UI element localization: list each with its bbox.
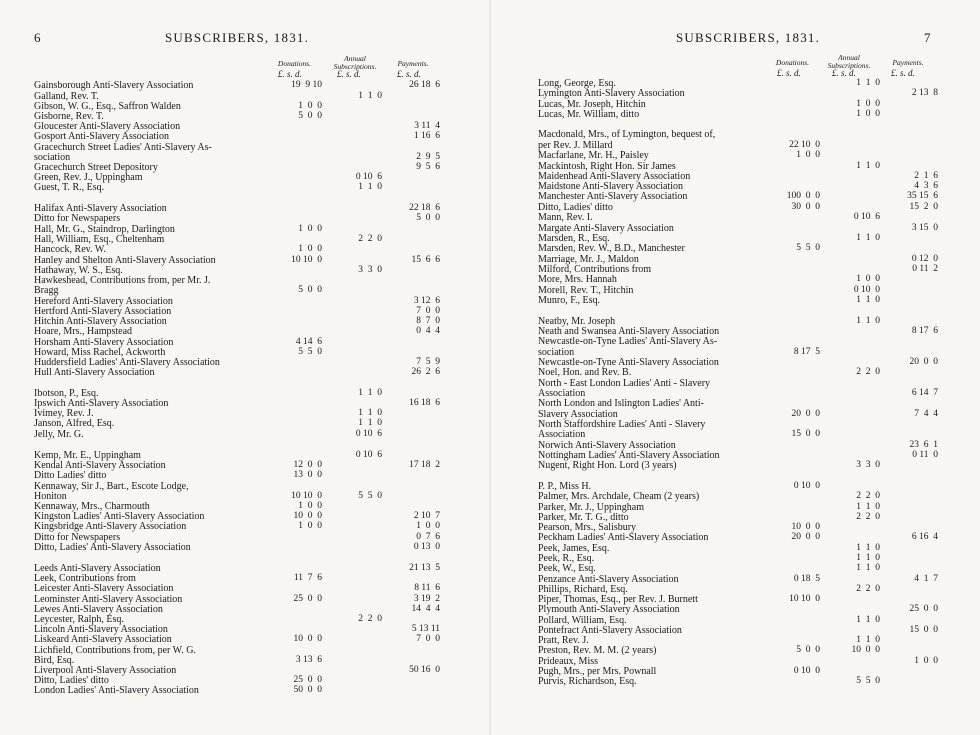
subscriber-entry — [538, 429, 938, 440]
annual-subscription-amount: 1 1 0 — [358, 418, 382, 428]
payment-amount: 9 5 6 — [416, 162, 440, 172]
payment-amount: 25 0 0 — [909, 604, 938, 614]
payment-amount: 6 16 4 — [911, 532, 938, 542]
subscriber-entry — [538, 491, 938, 502]
subscriber-name: Newcastle-on-Tyne Ladies' Anti-Slavery As- — [538, 336, 718, 347]
subscriber-name: Manchester Anti-Slavery Association — [538, 191, 688, 202]
subscriber-name: Preston, Rev. M. M. (2 years) — [538, 645, 657, 656]
annual-subscription-amount: 1 0 0 — [856, 99, 880, 109]
annual-subscription-amount: 1 1 0 — [856, 78, 880, 88]
annual-subscription-amount: 0 10 0 — [853, 285, 880, 295]
subscriber-name: Horsham Anti-Slavery Association — [34, 337, 174, 348]
subscriber-name: Association — [538, 388, 586, 399]
subscriber-name: Phillips, Richard, Esq. — [538, 584, 628, 595]
subscriber-entry — [538, 191, 938, 202]
subscriber-name: Mann, Rev. I. — [538, 212, 593, 223]
right-page — [490, 0, 980, 735]
annual-subscription-amount: 0 10 6 — [853, 212, 880, 222]
subscriber-entry — [34, 213, 440, 224]
subscriber-name: Kendal Anti-Slavery Association — [34, 460, 166, 471]
payments-header: Payments. — [892, 58, 924, 67]
subscriber-name: Peek, R., Esq. — [538, 553, 595, 564]
subscriber-name: Neatby, Mr. Joseph — [538, 316, 616, 327]
subscriber-name: Gracechurch Street Ladies' Anti-Slavery As- — [34, 142, 212, 153]
subscriber-name: Pollard, William, Esq. — [538, 615, 627, 626]
payment-amount: 6 14 7 — [911, 388, 938, 398]
subscriber-name: Leeds Anti-Slavery Association — [34, 563, 161, 574]
subscriber-entry — [538, 129, 938, 140]
subscriber-name: Ivimey, Rev. J. — [34, 408, 94, 419]
payment-amount: 1 0 0 — [416, 521, 440, 531]
payment-amount: 2 13 8 — [911, 88, 938, 98]
payment-amount: 7 0 0 — [416, 306, 440, 316]
subscriber-entry — [538, 367, 938, 378]
subscriber-name: Hertford Anti-Slavery Association — [34, 306, 172, 317]
subscriber-name: P. P., Miss H. — [538, 481, 592, 492]
subscriber-name: Parker, Mr. T. G., ditto — [538, 512, 629, 523]
subscriber-entry — [538, 295, 938, 306]
subscriber-entry — [34, 80, 440, 91]
subscriber-name: Gracechurch Street Depository — [34, 162, 158, 173]
subscriber-name: Marsden, R., Esq. — [538, 233, 610, 244]
subscriber-entry — [34, 244, 440, 255]
donation-amount: 4 14 6 — [295, 337, 322, 347]
annual-subscription-amount: 1 1 0 — [856, 233, 880, 243]
subscriber-name: Ditto for Newspapers — [34, 532, 121, 543]
subscriber-entry — [538, 88, 938, 99]
subscriber-name: Green, Rev. J., Uppingham — [34, 172, 143, 183]
subscriber-name: Ditto Ladies' ditto — [34, 470, 107, 481]
annual-subscription-amount: 1 1 0 — [358, 182, 382, 192]
subscriber-name: Hitchin Anti-Slavery Association — [34, 316, 167, 327]
payment-amount: 8 7 0 — [416, 316, 440, 326]
annual-subscription-amount: 0 10 6 — [355, 450, 382, 460]
subscriber-name: Gloucester Anti-Slavery Association — [34, 121, 181, 132]
annual-subscription-amount: 1 1 0 — [856, 316, 880, 326]
subscriber-name: Peek, James, Esq. — [538, 543, 610, 554]
donation-amount: 5 5 0 — [298, 347, 322, 357]
donation-amount: 20 0 0 — [791, 409, 820, 419]
annual-subscription-amount: 2 2 0 — [856, 491, 880, 501]
subscriber-name: Ditto for Newspapers — [34, 213, 121, 224]
subscriber-name: sociation — [538, 347, 575, 358]
subscriber-name: Lucas, Mr. William, ditto — [538, 109, 640, 120]
donation-amount: 5 0 0 — [298, 111, 322, 121]
payment-amount: 3 15 0 — [911, 223, 938, 233]
subscriber-entry — [538, 150, 938, 161]
subscriber-name: Galland, Rev. T. — [34, 91, 99, 102]
donation-amount: 10 10 0 — [789, 594, 820, 604]
subscriber-name: Maidstone Anti-Slavery Association — [538, 181, 683, 192]
payment-amount: 15 2 0 — [909, 202, 938, 212]
subscriber-name: Pontefract Anti-Slavery Association — [538, 625, 682, 636]
subscriber-name: Marriage, Mr. J., Maldon — [538, 254, 639, 265]
payment-amount: 2 10 7 — [413, 511, 440, 521]
subscriber-entry — [34, 542, 440, 553]
donations-units: £. s. d. — [278, 69, 302, 79]
annual-subscription-amount: 10 0 0 — [851, 645, 880, 655]
annual-subscription-amount: 1 1 0 — [856, 295, 880, 305]
subscriber-name: Bird, Esq. — [34, 655, 75, 666]
subscriber-name: Guest, T. R., Esq. — [34, 182, 105, 193]
subscriber-entry — [34, 285, 440, 296]
payment-amount: 35 15 6 — [907, 191, 938, 201]
subscriber-name: Hall, Mr. G., Staindrop, Darlington — [34, 224, 175, 235]
payment-amount: 4 3 6 — [914, 181, 938, 191]
subscriber-name: Pratt, Rev. J. — [538, 635, 589, 646]
donation-amount: 10 0 0 — [293, 634, 322, 644]
payment-amount: 5 13 11 — [411, 624, 440, 634]
subscriber-name: sociation — [34, 152, 71, 163]
payment-amount: 7 0 0 — [416, 634, 440, 644]
subscriber-entry — [34, 367, 440, 378]
subscriber-name: Hoare, Mrs., Hampstead — [34, 326, 133, 337]
subscriber-name: Pugh, Mrs., per Mrs. Pownall — [538, 666, 657, 677]
donations-header: Donations. — [775, 58, 810, 67]
donation-amount: 25 0 0 — [293, 675, 322, 685]
subscriber-name: Bragg — [34, 285, 59, 296]
subscriber-name: Ipswich Anti-Slavery Association — [34, 398, 169, 409]
subscriber-name: Pearson, Mrs., Salisbury — [538, 522, 637, 533]
subscriber-name: North - East London Ladies' Anti - Slavery — [538, 378, 711, 389]
subscriber-name: Ditto, Ladies' ditto — [538, 202, 613, 213]
payment-amount: 2 9 5 — [416, 152, 440, 162]
subscriber-name: Kingsbridge Anti-Slavery Association — [34, 521, 187, 532]
payment-amount: 17 18 2 — [409, 460, 440, 470]
annual-subscription-amount: 1 1 0 — [856, 615, 880, 625]
annual-subscription-amount: 1 0 0 — [856, 109, 880, 119]
subscriber-name: Hathaway, W. S., Esq. — [34, 265, 123, 276]
payment-amount: 4 1 7 — [914, 574, 938, 584]
subscriber-name: Gainsborough Anti-Slavery Association — [34, 80, 194, 91]
payments-units: £. s. d. — [891, 68, 915, 78]
subscriber-entry — [538, 398, 938, 409]
donation-amount: 50 0 0 — [293, 685, 322, 695]
subscriber-name: Newcastle-on-Tyne Anti-Slavery Association — [538, 357, 719, 368]
annual-subscription-amount: 1 1 0 — [856, 161, 880, 171]
subscriber-name: Prideaux, Miss — [538, 656, 598, 667]
subscriber-name: Halifax Anti-Slavery Association — [34, 203, 167, 214]
subscriber-entry — [34, 131, 440, 142]
donation-amount: 11 7 6 — [293, 573, 322, 583]
subscriber-name: Leek, Contributions from — [34, 573, 136, 584]
subscriber-entry — [538, 645, 938, 656]
subscriber-entry — [538, 676, 938, 687]
subscriber-name: Macfarlane, Mr. H., Paisley — [538, 150, 649, 161]
annual-subscription-amount: 0 10 6 — [355, 172, 382, 182]
running-title: SUBSCRIBERS, 1831. — [676, 30, 821, 45]
subscriber-name: Hull Anti-Slavery Association — [34, 367, 155, 378]
annual-subscription-amount: 2 2 0 — [856, 584, 880, 594]
payment-amount: 15 6 6 — [411, 255, 440, 265]
annual-subscription-amount: 2 2 0 — [856, 367, 880, 377]
payment-amount: 0 13 0 — [413, 542, 440, 552]
page-number: 6 — [34, 30, 41, 45]
subscriber-name: Plymouth Anti-Slavery Association — [538, 604, 680, 615]
annual-subscriptions-header: Annual Subscriptions. — [827, 53, 871, 70]
payment-amount: 3 19 2 — [413, 594, 440, 604]
subscriber-entry — [34, 583, 440, 594]
donation-amount: 1 0 0 — [298, 101, 322, 111]
subscriber-entry — [538, 212, 938, 223]
subscriber-entry — [34, 418, 440, 429]
payment-amount: 0 4 4 — [416, 326, 440, 336]
payment-amount: 16 18 6 — [409, 398, 440, 408]
payments-units: £. s. d. — [397, 69, 421, 79]
payment-amount: 0 7 6 — [416, 532, 440, 542]
subscriber-name: Ibotson, P., Esq. — [34, 388, 99, 399]
subscriber-entry — [538, 243, 938, 254]
annual-subscription-amount: 2 2 0 — [358, 234, 382, 244]
annual-subscription-amount: 1 0 0 — [856, 274, 880, 284]
subscriber-name: Hawkeshead, Contributions from, per Mr. J. — [34, 275, 211, 286]
subscriber-name: London Ladies' Anti-Slavery Association — [34, 685, 199, 696]
donation-amount: 10 10 0 — [291, 255, 322, 265]
subscriber-name: per Rev. J. Millard — [538, 140, 613, 151]
annual-units: £. s. d. — [832, 68, 856, 78]
subscriber-entry — [538, 563, 938, 574]
donation-amount: 0 10 0 — [793, 666, 820, 676]
payment-amount: 0 11 0 — [912, 450, 938, 460]
subscriber-name: Huddersfield Ladies' Anti-Slavery Association — [34, 357, 220, 368]
donation-amount: 10 0 0 — [791, 522, 820, 532]
donation-amount: 1 0 0 — [298, 501, 322, 511]
subscriber-name: Mackintosh, Right Hon. Sir James — [538, 161, 676, 172]
annual-subscription-amount: 3 3 0 — [358, 265, 382, 275]
donation-amount: 3 13 6 — [295, 655, 322, 665]
annual-units: £. s. d. — [337, 69, 361, 79]
payment-amount: 50 16 0 — [409, 665, 440, 675]
subscriber-name: Noel, Hon. and Rev. B. — [538, 367, 632, 378]
donation-amount: 15 0 0 — [791, 429, 820, 439]
subscriber-name: Palmer, Mrs. Archdale, Cheam (2 years) — [538, 491, 700, 502]
subscriber-name: Slavery Association — [538, 409, 618, 420]
subscriber-name: Hereford Anti-Slavery Association — [34, 296, 173, 307]
donation-amount: 1 0 0 — [298, 244, 322, 254]
subscriber-entry — [538, 336, 938, 347]
donation-amount: 5 0 0 — [298, 285, 322, 295]
payment-amount: 1 16 6 — [413, 131, 440, 141]
donation-amount: 19 9 10 — [291, 80, 322, 90]
donation-amount: 1 0 0 — [298, 224, 322, 234]
subscriber-entry — [538, 274, 938, 285]
running-title: SUBSCRIBERS, 1831. — [165, 30, 310, 45]
annual-subscriptions-header: Annual Subscriptions. — [333, 54, 377, 71]
donations-header: Donations. — [277, 59, 312, 68]
subscriber-name: Kennaway, Mrs., Charmouth — [34, 501, 150, 512]
payment-amount: 8 11 6 — [414, 583, 440, 593]
subscriber-name: Munro, F., Esq. — [538, 295, 600, 306]
annual-subscription-amount: 1 1 0 — [358, 388, 382, 398]
subscriber-entry — [34, 429, 440, 440]
annual-subscription-amount: 3 3 0 — [856, 460, 880, 470]
subscriber-name: North Staffordshire Ladies' Anti - Slavery — [538, 419, 706, 430]
subscriber-name: Norwich Anti-Slavery Association — [538, 440, 676, 451]
subscriber-entry — [34, 326, 440, 337]
payment-amount: 20 0 0 — [909, 357, 938, 367]
donation-amount: 10 0 0 — [293, 511, 322, 521]
subscriber-name: Liskeard Anti-Slavery Association — [34, 634, 172, 645]
subscriber-entry — [34, 685, 440, 696]
donation-amount: 12 0 0 — [293, 460, 322, 470]
payment-amount: 15 0 0 — [909, 625, 938, 635]
subscriber-name: Howard, Miss Rachel, Ackworth — [34, 347, 166, 358]
subscriber-name: Leycester, Ralph, Esq. — [34, 614, 124, 625]
subscriber-entry — [34, 634, 440, 645]
payment-amount: 0 11 2 — [912, 264, 938, 274]
subscriber-name: Gibson, W. G., Esq., Saffron Walden — [34, 101, 181, 112]
subscriber-name: Neath and Swansea Anti-Slavery Association — [538, 326, 720, 337]
donations-units: £. s. d. — [777, 68, 801, 78]
donation-amount: 0 18 5 — [793, 574, 820, 584]
donation-amount: 5 0 0 — [796, 645, 820, 655]
annual-subscription-amount: 1 1 0 — [358, 91, 382, 101]
subscriber-name: Morell, Rev. T., Hitchin — [538, 285, 634, 296]
subscriber-name: Liverpool Anti-Slavery Association — [34, 665, 177, 676]
subscriber-name: Lichfield, Contributions from, per W. G. — [34, 645, 196, 656]
subscriber-name: Leicester Anti-Slavery Association — [34, 583, 174, 594]
donation-amount: 5 5 0 — [796, 243, 820, 253]
annual-subscription-amount: 1 1 0 — [856, 553, 880, 563]
payment-amount: 14 4 4 — [411, 604, 440, 614]
annual-subscription-amount: 2 2 0 — [856, 512, 880, 522]
subscriber-entry — [538, 460, 938, 471]
subscriber-name: Leominster Anti-Slavery Association — [34, 594, 183, 605]
payment-amount: 1 0 0 — [914, 656, 938, 666]
payment-amount: 0 12 0 — [911, 254, 938, 264]
annual-subscription-amount: 1 1 0 — [856, 635, 880, 645]
subscriber-entry — [538, 604, 938, 615]
annual-subscription-amount: 0 10 6 — [355, 429, 382, 439]
subscriber-entry — [34, 182, 440, 193]
payment-amount: 7 4 4 — [914, 409, 938, 419]
subscriber-name: Piper, Thomas, Esq., per Rev. J. Burnett — [538, 594, 698, 605]
subscriber-name: Purvis, Richardson, Esq. — [538, 676, 637, 687]
subscriber-name: Janson, Alfred, Esq. — [34, 418, 115, 429]
subscriber-name: Kennaway, Sir J., Bart., Escote Lodge, — [34, 481, 189, 492]
donation-amount: 20 0 0 — [791, 532, 820, 542]
payment-amount: 21 13 5 — [409, 563, 440, 573]
subscriber-name: Lymington Anti-Slavery Association — [538, 88, 685, 99]
annual-subscription-amount: 1 1 0 — [856, 563, 880, 573]
payment-amount: 3 11 4 — [414, 121, 440, 131]
payment-amount: 5 0 0 — [416, 213, 440, 223]
subscriber-name: Lewes Anti-Slavery Association — [34, 604, 163, 615]
donation-amount: 22 10 0 — [789, 140, 820, 150]
subscriber-entry — [34, 521, 440, 532]
annual-subscription-amount: 2 2 0 — [358, 614, 382, 624]
subscriber-name: Lucas, Mr. Joseph, Hitchin — [538, 99, 646, 110]
subscriber-name: Maidenhead Anti-Slavery Association — [538, 171, 691, 182]
subscriber-entry — [538, 109, 938, 120]
annual-subscription-amount: 5 5 0 — [358, 491, 382, 501]
annual-subscription-amount: 5 5 0 — [856, 676, 880, 686]
subscriber-name: Ditto, Ladies' Anti-Slavery Association — [34, 542, 191, 553]
subscriber-name: Association — [538, 429, 586, 440]
subscriber-name: Kemp, Mr. E., Uppingham — [34, 450, 141, 461]
subscriber-name: Milford, Contributions from — [538, 264, 652, 275]
subscriber-name: Kingston Ladies' Anti-Slavery Association — [34, 511, 205, 522]
annual-subscription-amount: 1 1 0 — [856, 543, 880, 553]
donation-amount: 0 10 0 — [793, 481, 820, 491]
donation-amount: 13 0 0 — [293, 470, 322, 480]
subscriber-name: North London and Islington Ladies' Anti- — [538, 398, 704, 409]
donation-amount: 30 0 0 — [791, 202, 820, 212]
donation-amount: 1 0 0 — [298, 521, 322, 531]
subscriber-name: Lincoln Anti-Slavery Association — [34, 624, 168, 635]
annual-subscription-amount: 1 1 0 — [856, 502, 880, 512]
payment-amount: 23 6 1 — [909, 440, 938, 450]
subscriber-name: Macdonald, Mrs., of Lymington, bequest of, — [538, 129, 716, 140]
annual-subscription-amount: 1 1 0 — [358, 408, 382, 418]
donation-amount: 1 0 0 — [796, 150, 820, 160]
subscriber-name: Hall, William, Esq., Cheltenham — [34, 234, 165, 245]
subscriber-name: Nugent, Right Hon. Lord (3 years) — [538, 460, 677, 471]
subscriber-name: Penzance Anti-Slavery Association — [538, 574, 679, 585]
subscriber-name: Honiton — [34, 491, 67, 502]
payment-amount: 22 18 6 — [409, 203, 440, 213]
subscriber-name: Ditto, Ladies' ditto — [34, 675, 109, 686]
subscriber-name: More, Mrs. Hannah — [538, 274, 617, 285]
payment-amount: 7 5 9 — [416, 357, 440, 367]
subscriber-name: Hanley and Shelton Anti-Slavery Association — [34, 255, 216, 266]
subscriber-name: Marsden, Rev. W., B.D., Manchester — [538, 243, 685, 254]
payment-amount: 3 12 6 — [413, 296, 440, 306]
subscriber-name: Margate Anti-Slavery Association — [538, 223, 674, 234]
page-number: 7 — [924, 30, 931, 45]
subscriber-entry — [34, 470, 440, 481]
donation-amount: 25 0 0 — [293, 594, 322, 604]
subscriber-name: Parker, Mr. J., Uppingham — [538, 502, 644, 513]
donation-amount: 8 17 5 — [793, 347, 820, 357]
subscriber-name: Nottingham Ladies' Anti-Slavery Association — [538, 450, 720, 461]
subscriber-name: Peckham Ladies' Anti-Slavery Association — [538, 532, 709, 543]
subscriber-name: Jelly, Mr. G. — [34, 429, 84, 440]
payment-amount: 26 18 6 — [409, 80, 440, 90]
payment-amount: 8 17 6 — [911, 326, 938, 336]
payments-header: Payments. — [397, 59, 429, 68]
donation-amount: 10 10 0 — [291, 491, 322, 501]
subscriber-name: Gisborne, Rev. T. — [34, 111, 104, 122]
subscriber-name: Peek, W., Esq. — [538, 563, 596, 574]
payment-amount: 2 1 6 — [914, 171, 938, 181]
subscriber-name: Long, George, Esq. — [538, 78, 616, 89]
payment-amount: 26 2 6 — [411, 367, 440, 377]
subscriber-name: Hancock, Rev. W. — [34, 244, 106, 255]
subscriber-name: Gosport Anti-Slavery Association — [34, 131, 169, 142]
donation-amount: 100 0 0 — [786, 191, 820, 201]
subscriber-entry — [538, 532, 938, 543]
